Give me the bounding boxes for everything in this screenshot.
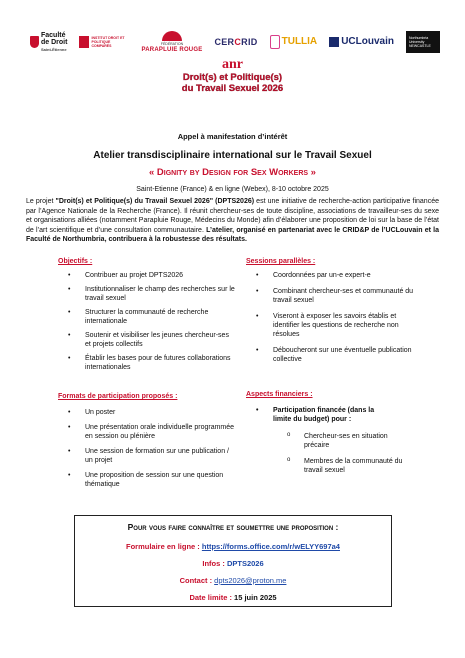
uclouvain-text: UCLouvain xyxy=(341,36,394,47)
financiers-list xyxy=(273,406,393,424)
list-item: • Participation financée (dans la limite du budget) pour : xyxy=(273,406,393,424)
limite-value: 15 juin 2025 xyxy=(234,593,277,602)
list-item: • Une session de formation sur une publication / un projet xyxy=(85,447,235,465)
tullia-logo xyxy=(270,35,318,49)
list-item: • Un poster xyxy=(85,408,235,417)
tullia-text: TULLIA xyxy=(281,36,318,47)
institut-text: INSTITUT DROIT ET POLITIQUE COMPARÉS xyxy=(91,36,125,48)
federation-small: FÉDÉRATION xyxy=(160,42,184,46)
infos-label: Infos : xyxy=(202,559,227,568)
ucl-square-icon xyxy=(329,37,339,47)
list-item: • Combinant chercheur-ses et communauté du travail sexuel xyxy=(273,287,423,305)
intro-paragraph xyxy=(26,197,439,245)
shield-icon xyxy=(30,36,39,48)
list-item: • Viseront à exposer les savoirs établis et identifier les questions de recherche non résolues xyxy=(273,312,423,339)
list-item: • Contribuer au projet DPTS2026 xyxy=(85,271,235,280)
project-title-line1: Droit(s) et Politique(s) xyxy=(182,72,283,83)
intro-part1: Le projet xyxy=(26,198,56,205)
theme-title: « Dignity by Design for Sex Workers » xyxy=(149,167,316,178)
list-item: • Institutionnaliser le champ des recherches sur le travail sexuel xyxy=(85,285,235,303)
box-heading: Pour vous faire connaître et soumettre une proposition : xyxy=(127,522,339,532)
list-item: • Une présentation orale individuelle programmée en session ou plénière xyxy=(85,423,235,441)
financiers-title: Aspects financiers : xyxy=(246,391,313,398)
faculte-line2: de Droit xyxy=(41,38,68,46)
bracket-icon xyxy=(270,35,280,49)
anr-project-logo xyxy=(0,58,465,94)
intro-project-name: "Droit(s) et Politique(s) du Travail Sexuel 2026" (DPTS2026) xyxy=(55,198,255,205)
submission-box xyxy=(74,515,392,607)
list-item: • Coordonnées par un-e expert-e xyxy=(273,271,423,280)
form-line xyxy=(75,542,391,551)
institut-logo xyxy=(79,36,129,48)
list-item: • Établir les bases pour de futures collaborations internationales xyxy=(85,354,235,372)
list-item: o Chercheur-ses en situation précaire xyxy=(304,432,414,450)
project-title-line2: du Travail Sexuel 2026 xyxy=(181,83,284,94)
northumbria-logo xyxy=(406,31,440,53)
cercrid-post: RID xyxy=(241,37,258,47)
uclouvain-logo xyxy=(329,37,394,47)
institut-mark-icon xyxy=(79,36,89,48)
financiers-sublist xyxy=(304,432,414,475)
faculte-droit-logo xyxy=(30,32,67,53)
infos-link[interactable]: DPTS2026 xyxy=(226,559,264,568)
contact-line xyxy=(75,576,391,585)
sessions-list xyxy=(273,271,423,364)
intro-part3: est une initiative de recherche-action participative financée par l’Agence Nationale de la Recherche (France). Il réunit chercheur-ses de toute discipline, associations de travailleur-ses du sexe et organisations alliées (notamment Parapluie Rouge, Médecins du Monde) afin d’élaborer une proposition de loi sur la base de l’état de l’art scientifique et d’une consultation communautaire. xyxy=(26,198,439,234)
faculte-line1: Faculté xyxy=(41,31,66,39)
list-item: • Soutenir et visibiliser les jeunes chercheur-ses et projets collectifs xyxy=(85,331,235,349)
objectifs-list xyxy=(85,271,235,372)
form-label: Formulaire en ligne : xyxy=(126,542,202,551)
cercrid-pre: CER xyxy=(214,37,235,47)
atelier-title: Atelier transdisciplinaire international sur le Travail Sexuel xyxy=(93,150,372,161)
sessions-title: Sessions parallèles : xyxy=(246,258,316,265)
contact-label: Contact : xyxy=(179,576,215,585)
cercrid-mid: C xyxy=(234,37,242,47)
form-link[interactable]: https://forms.office.com/r/wELYY697a4 xyxy=(201,542,340,551)
place-date: Saint-Etienne (France) & en ligne (Webex), 8-10 octobre 2025 xyxy=(136,186,329,193)
appel-heading: Appel à manifestation d’intérêt xyxy=(177,132,288,141)
cercrid-logo xyxy=(214,39,257,45)
limite-line xyxy=(75,593,391,602)
intro-partnership: L’atelier, organisé en partenariat avec le CRID&P de l’UCLouvain et la Faculté de Northumbria, contribuera à la robustesse des résultats. xyxy=(26,226,439,244)
contact-email-link[interactable]: dpts2026@proton.me xyxy=(214,576,287,585)
list-item: • Déboucheront sur une éventuelle publication collective xyxy=(273,346,423,364)
infos-line xyxy=(75,559,391,568)
anr-mark: anr xyxy=(222,57,243,72)
objectifs-title: Objectifs : xyxy=(58,258,93,265)
formats-list xyxy=(85,408,235,489)
umbrella-icon xyxy=(162,31,182,41)
faculte-sub: Saint-Étienne xyxy=(41,46,67,52)
federation-logo xyxy=(142,31,203,53)
formats-title: Formats de participation proposés : xyxy=(58,393,178,400)
list-item: • Structurer la communauté de recherche internationale xyxy=(85,308,235,326)
list-item: o Membres de la communauté du travail sexuel xyxy=(304,457,414,475)
partner-logos xyxy=(30,30,440,54)
list-item: • Une proposition de session sur une question thématique xyxy=(85,471,235,489)
federation-big: PARAPLUIE ROUGE xyxy=(141,47,203,53)
limite-label: Date limite : xyxy=(189,593,235,602)
northumbria-text: Northumbria University NEWCASTLE xyxy=(409,36,431,48)
